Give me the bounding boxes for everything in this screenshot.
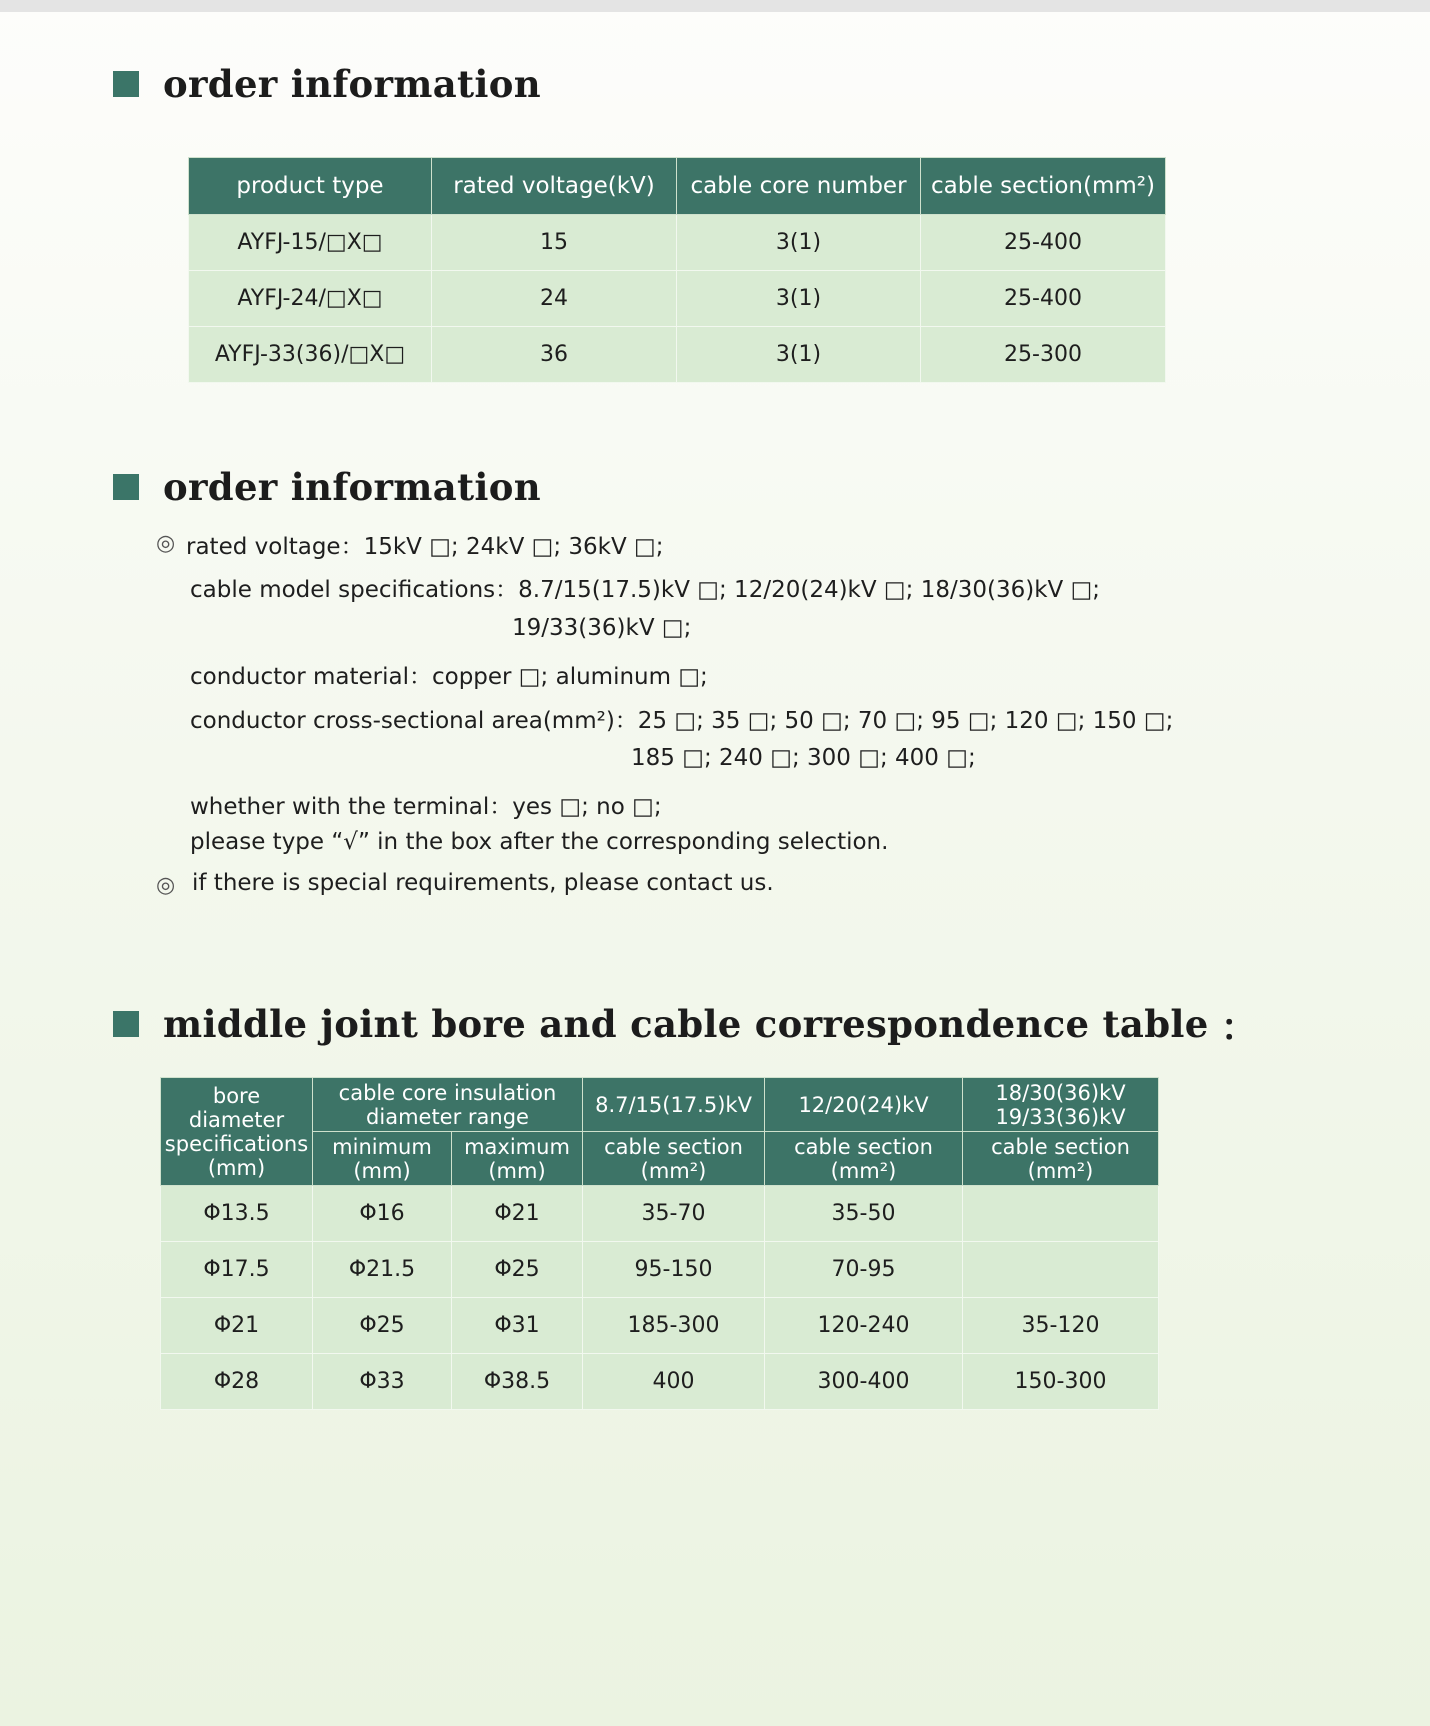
cell: Φ21 xyxy=(161,1298,313,1354)
square-bullet-icon xyxy=(113,71,139,97)
cell: 3(1) xyxy=(677,327,921,383)
header-line: cable section xyxy=(604,1134,743,1159)
cell: 25-400 xyxy=(921,271,1166,327)
header-cable-section: cable section(mm²) xyxy=(921,158,1166,215)
cell: Φ28 xyxy=(161,1354,313,1410)
circle-bullet-icon: ◎ xyxy=(156,873,176,898)
header-cable-section-2 xyxy=(765,1132,963,1186)
cell: 25-300 xyxy=(921,327,1166,383)
cell: 120-240 xyxy=(765,1298,963,1354)
cell: AYFJ-24/□X□ xyxy=(189,271,432,327)
product-type-table xyxy=(188,157,1166,383)
table-row xyxy=(161,1186,1159,1242)
header-line: (mm) xyxy=(488,1158,546,1183)
header-line: 18/30(36)kV xyxy=(995,1080,1126,1105)
conductor-material-line: conductor material：copper □; aluminum □; xyxy=(190,664,708,690)
header-rated-voltage: rated voltage(kV) xyxy=(432,158,677,215)
header-line: minimum xyxy=(332,1134,432,1159)
cable-model-line: cable model specifications：8.7/15(17.5)kV □; 12/20(24)kV □; 18/30(36)kV □; xyxy=(190,577,1101,603)
top-border xyxy=(0,0,1430,12)
cell: 95-150 xyxy=(583,1242,765,1298)
rated-voltage-line: rated voltage：15kV □; 24kV □; 36kV □; xyxy=(186,534,664,560)
header-line: cable section xyxy=(794,1134,933,1159)
header-cable-core-number: cable core number xyxy=(677,158,921,215)
cell: Φ13.5 xyxy=(161,1186,313,1242)
table-row xyxy=(161,1298,1159,1354)
section-heading-order-info-1 xyxy=(113,62,541,106)
header-line: maximum xyxy=(464,1134,570,1159)
square-bullet-icon xyxy=(113,1011,139,1037)
header-line: (mm²) xyxy=(640,1158,707,1183)
cell: 3(1) xyxy=(677,271,921,327)
instruction-line: please type “√” in the box after the corresponding selection. xyxy=(190,829,889,855)
table-header-row xyxy=(161,1078,1159,1132)
cross-section-line: conductor cross-sectional area(mm²)：25 □; 35 □; 50 □; 70 □; 95 □; 120 □; 150 □; xyxy=(190,708,1174,734)
section-heading-joint-table xyxy=(113,997,1258,1051)
cell: Φ25 xyxy=(313,1298,452,1354)
special-requirements-line: if there is special requirements, please contact us. xyxy=(192,870,774,896)
header-bore-diameter xyxy=(161,1078,313,1186)
table-row xyxy=(161,1242,1159,1298)
header-line: specifications xyxy=(164,1131,309,1156)
cell: 24 xyxy=(432,271,677,327)
cell: Φ33 xyxy=(313,1354,452,1410)
square-bullet-icon xyxy=(113,474,139,500)
cell: 35-70 xyxy=(583,1186,765,1242)
cell: 36 xyxy=(432,327,677,383)
header-minimum xyxy=(313,1132,452,1186)
header-voltage-3 xyxy=(963,1078,1159,1132)
header-line: (mm) xyxy=(207,1155,266,1180)
header-cable-section-1 xyxy=(583,1132,765,1186)
table-header-row xyxy=(189,158,1166,215)
section-title: order information xyxy=(163,62,541,106)
cell: 150-300 xyxy=(963,1354,1159,1410)
header-product-type: product type xyxy=(189,158,432,215)
header-line: bore xyxy=(212,1083,261,1108)
section-heading-order-info-2 xyxy=(113,465,541,509)
cell: 300-400 xyxy=(765,1354,963,1410)
cell: Φ21.5 xyxy=(313,1242,452,1298)
terminal-line: whether with the terminal：yes □; no □; xyxy=(190,794,662,820)
cell: 3(1) xyxy=(677,215,921,271)
header-cable-section-3 xyxy=(963,1132,1159,1186)
header-line: 19/33(36)kV xyxy=(995,1104,1126,1129)
section-title: middle joint bore and cable correspondence table xyxy=(163,1002,1209,1046)
cell: Φ25 xyxy=(452,1242,583,1298)
cell: AYFJ-15/□X□ xyxy=(189,215,432,271)
header-line: diameter range xyxy=(366,1104,529,1129)
cell: 15 xyxy=(432,215,677,271)
header-line: diameter xyxy=(188,1107,285,1132)
cell: 35-120 xyxy=(963,1298,1159,1354)
table-row xyxy=(189,327,1166,383)
cell: 185-300 xyxy=(583,1298,765,1354)
circle-bullet-icon: ◎ xyxy=(156,531,176,556)
header-voltage-2: 12/20(24)kV xyxy=(765,1078,963,1132)
cross-section-line-cont: 185 □; 240 □; 300 □; 400 □; xyxy=(631,745,976,771)
joint-bore-table xyxy=(160,1077,1159,1410)
header-line: (mm) xyxy=(353,1158,411,1183)
cell xyxy=(963,1186,1159,1242)
header-voltage-1: 8.7/15(17.5)kV xyxy=(583,1078,765,1132)
cell: AYFJ-33(36)/□X□ xyxy=(189,327,432,383)
header-maximum xyxy=(452,1132,583,1186)
cell: Φ21 xyxy=(452,1186,583,1242)
cell: Φ17.5 xyxy=(161,1242,313,1298)
header-insulation-range xyxy=(313,1078,583,1132)
table-row xyxy=(189,215,1166,271)
cell: Φ31 xyxy=(452,1298,583,1354)
cable-model-line-cont: 19/33(36)kV □; xyxy=(512,615,692,641)
cell: Φ38.5 xyxy=(452,1354,583,1410)
table-row xyxy=(161,1354,1159,1410)
cell: 70-95 xyxy=(765,1242,963,1298)
title-colon: ： xyxy=(1220,1005,1258,1049)
cell xyxy=(963,1242,1159,1298)
cell: 25-400 xyxy=(921,215,1166,271)
header-line: (mm²) xyxy=(1027,1158,1094,1183)
cell: 400 xyxy=(583,1354,765,1410)
cell: 35-50 xyxy=(765,1186,963,1242)
section-title: order information xyxy=(163,465,541,509)
cell: Φ16 xyxy=(313,1186,452,1242)
table-row xyxy=(189,271,1166,327)
header-line: cable core insulation xyxy=(338,1080,557,1105)
header-line: (mm²) xyxy=(830,1158,897,1183)
header-line: cable section xyxy=(991,1134,1130,1159)
